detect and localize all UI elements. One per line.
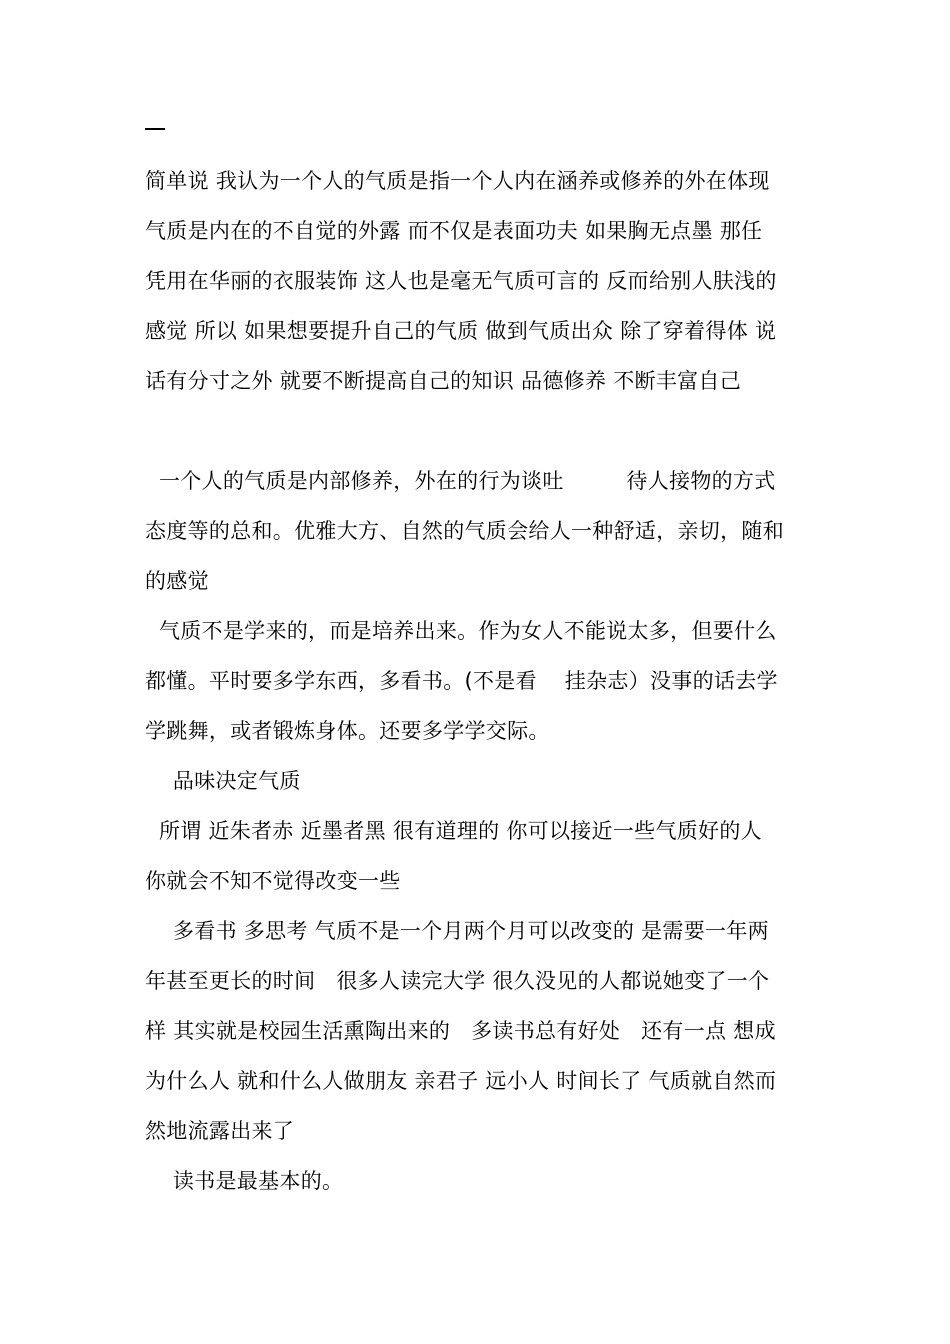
text-line: 多看书 多思考 气质不是一个月两个月可以改变的 是需要一年两 (145, 919, 769, 943)
text-line: 年甚至更长的时间 很多人读完大学 很久没见的人都说她变了一个 (145, 969, 770, 993)
text-line: 然地流露出来了 (145, 1119, 295, 1143)
text-line: 都懂。平时要多学东西，多看书。(不是看 挂杂志）没事的话去学 (145, 669, 778, 693)
text-line: 为什么人 就和什么人做朋友 亲君子 远小人 时间长了 气质就自然而 (145, 1069, 777, 1093)
text-line: 读书是最基本的。 (145, 1169, 344, 1193)
text-line: 感觉 所以 如果想要提升自己的气质 做到气质出众 除了穿着得体 说 (145, 319, 777, 343)
text-line: 气质是内在的不自觉的外露 而不仅是表面功夫 如果胸无点墨 那任 (145, 219, 763, 243)
text-line: 的感觉 (145, 569, 209, 593)
text-line: 气质不是学来的，而是培养出来。作为女人不能说太多，但要什么 (145, 619, 777, 643)
text-line: 一个人的气质是内部修养，外在的行为谈吐 待人接物的方式 (145, 469, 776, 493)
text-line: 所谓 近朱者赤 近墨者黑 很有道理的 你可以接近一些气质好的人 (145, 819, 762, 843)
text-line: 样 其实就是校园生活熏陶出来的 多读书总有好处 还有一点 想成 (145, 1019, 776, 1043)
text-line: 态度等的总和。优雅大方、自然的气质会给人一种舒适，亲切，随和 (145, 519, 784, 543)
text-line: 你就会不知不觉得改变一些 (145, 869, 401, 893)
text-line: 话有分寸之外 就要不断提高自己的知识 品德修养 不断丰富自己 (145, 369, 742, 393)
text-line: 学跳舞，或者锻炼身体。还要多学学交际。 (145, 719, 550, 743)
text-line: 凭用在华丽的衣服装饰 这人也是毫无气质可言的 反而给别人肤浅的 (145, 269, 777, 293)
text-line: 简单说 我认为一个人的气质是指一个人内在涵养或修养的外在体现 (145, 169, 770, 193)
text-line: 品味决定气质 (145, 769, 301, 793)
dash-mark (145, 128, 165, 130)
